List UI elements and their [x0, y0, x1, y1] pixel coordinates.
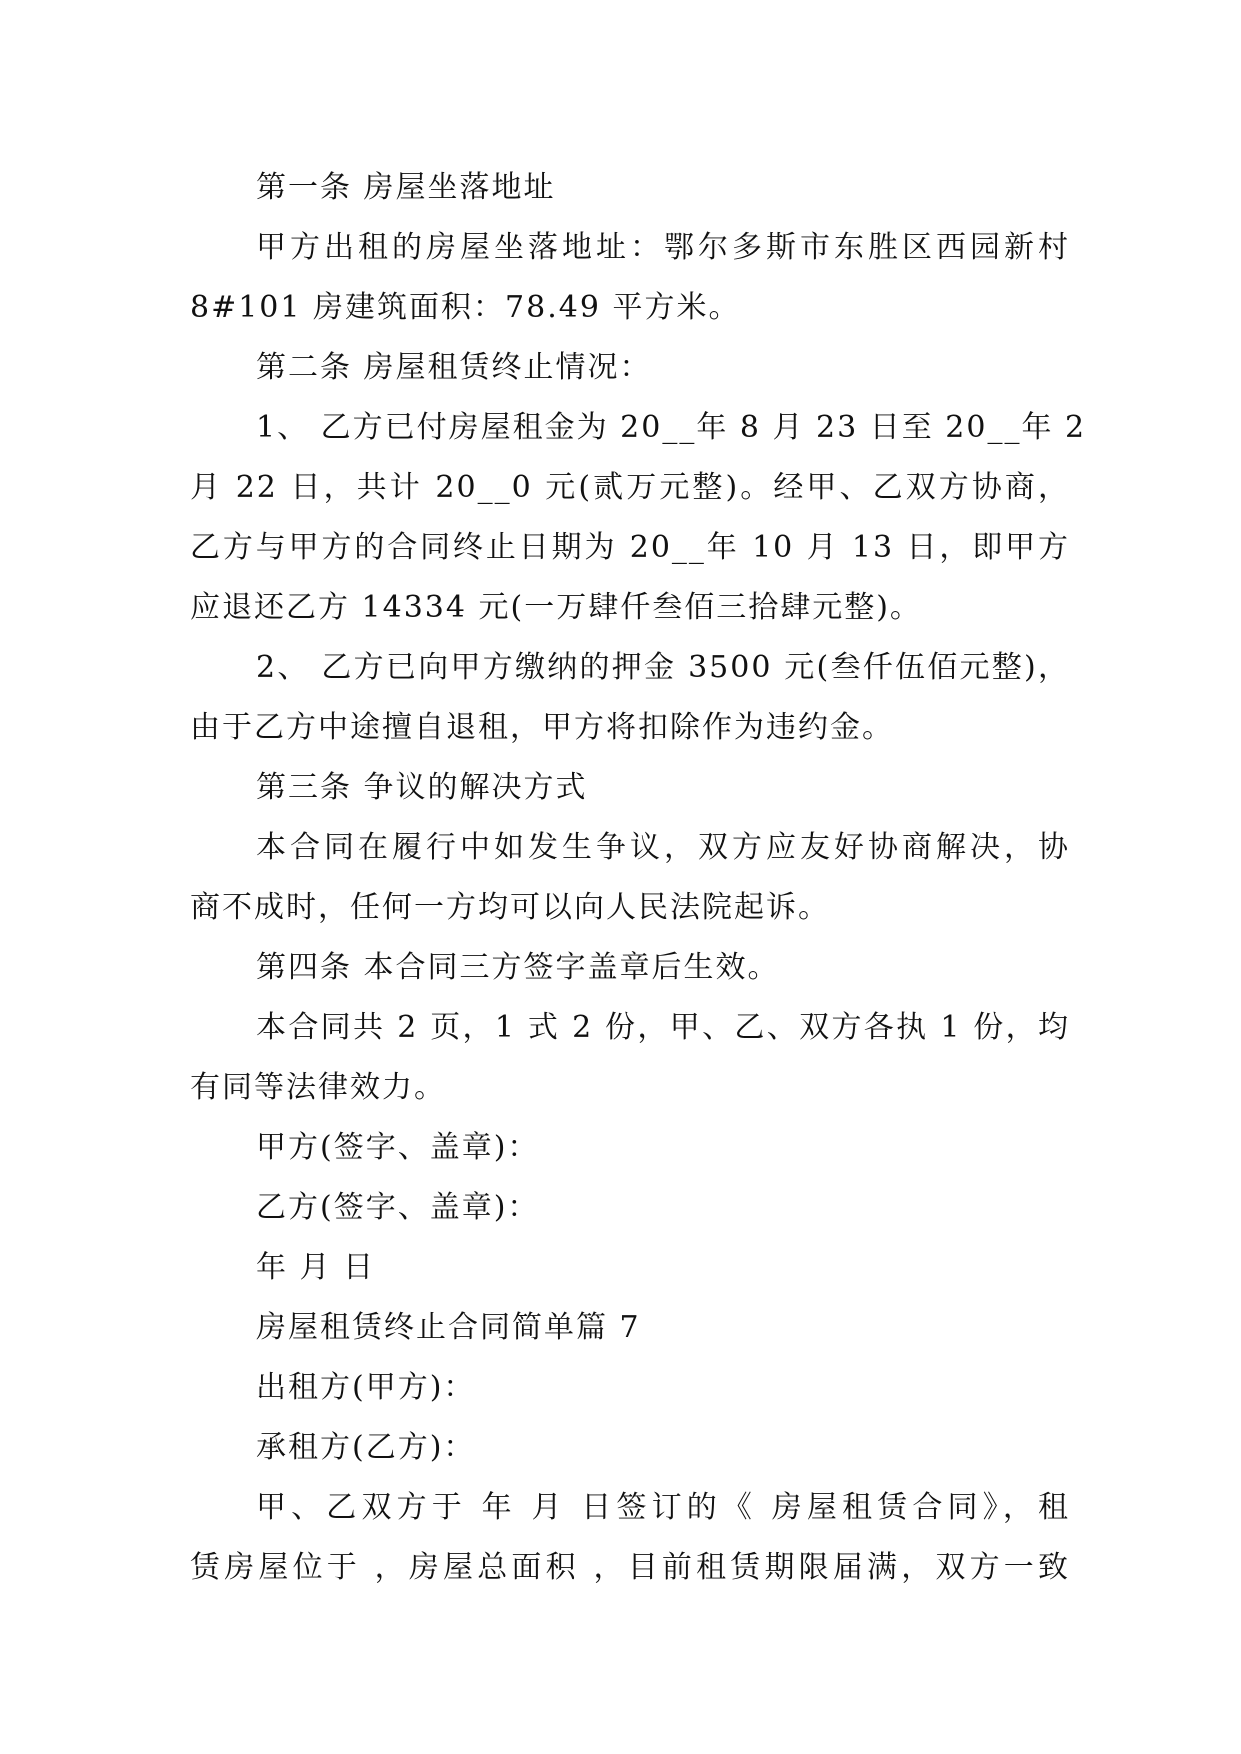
clause-1-line: 乙方与甲方的合同终止日期为 20__年 10 月 13 日，即甲方 — [190, 530, 1070, 565]
agreement-text-line: 甲、乙双方于 年 月 日签订的《 房屋租赁合同》，租 — [256, 1490, 1070, 1525]
clause-2-line: 由于乙方中途擅自退租，甲方将扣除作为违约金。 — [190, 710, 894, 745]
article-3-text-line: 商不成时，任何一方均可以向人民法院起诉。 — [190, 890, 830, 925]
copies-text-line: 有同等法律效力。 — [190, 1070, 446, 1105]
article-1-heading: 第一条 房屋坐落地址 — [256, 170, 556, 205]
document-body — [190, 158, 1087, 1598]
article-4-heading: 第四条 本合同三方签字盖章后生效。 — [256, 950, 780, 985]
agreement-text-line: 赁房屋位于 ，房屋总面积 ，目前租赁期限届满，双方一致 — [190, 1550, 1070, 1585]
clause-2-line: 2、 乙方已向甲方缴纳的押金 3500 元(叁仟伍佰元整)， — [256, 650, 1070, 685]
article-3-heading: 第三条 争议的解决方式 — [256, 770, 588, 805]
lessee-line: 承租方(乙方)： — [256, 1430, 476, 1465]
clause-1-line: 1、 乙方已付房屋租金为 20__年 8 月 23 日至 20__年 2 — [256, 410, 1087, 445]
article-2-heading: 第二条 房屋租赁终止情况： — [256, 350, 652, 385]
article-1-text-line: 8#101 房建筑面积：78.49 平方米。 — [190, 290, 741, 325]
date-line: 年 月 日 — [256, 1250, 376, 1285]
clause-1-line: 月 22 日，共计 20__0 元(贰万元整)。经甲、乙双方协商， — [190, 470, 1070, 505]
copies-text-line: 本合同共 2 页，1 式 2 份，甲、乙、双方各执 1 份，均 — [256, 1010, 1070, 1045]
party-b-signature-line: 乙方(签字、盖章)： — [256, 1190, 540, 1225]
lessor-line: 出租方(甲方)： — [256, 1370, 476, 1405]
article-3-text-line: 本合同在履行中如发生争议，双方应友好协商解决，协 — [256, 830, 1070, 865]
party-a-signature-line: 甲方(签字、盖章)： — [256, 1130, 540, 1165]
article-1-text-line: 甲方出租的房屋坐落地址：鄂尔多斯市东胜区西园新村 — [256, 230, 1070, 265]
section-title: 房屋租赁终止合同简单篇 7 — [256, 1310, 641, 1345]
clause-1-line: 应退还乙方 14334 元(一万肆仟叁佰三拾肆元整)。 — [190, 590, 922, 625]
